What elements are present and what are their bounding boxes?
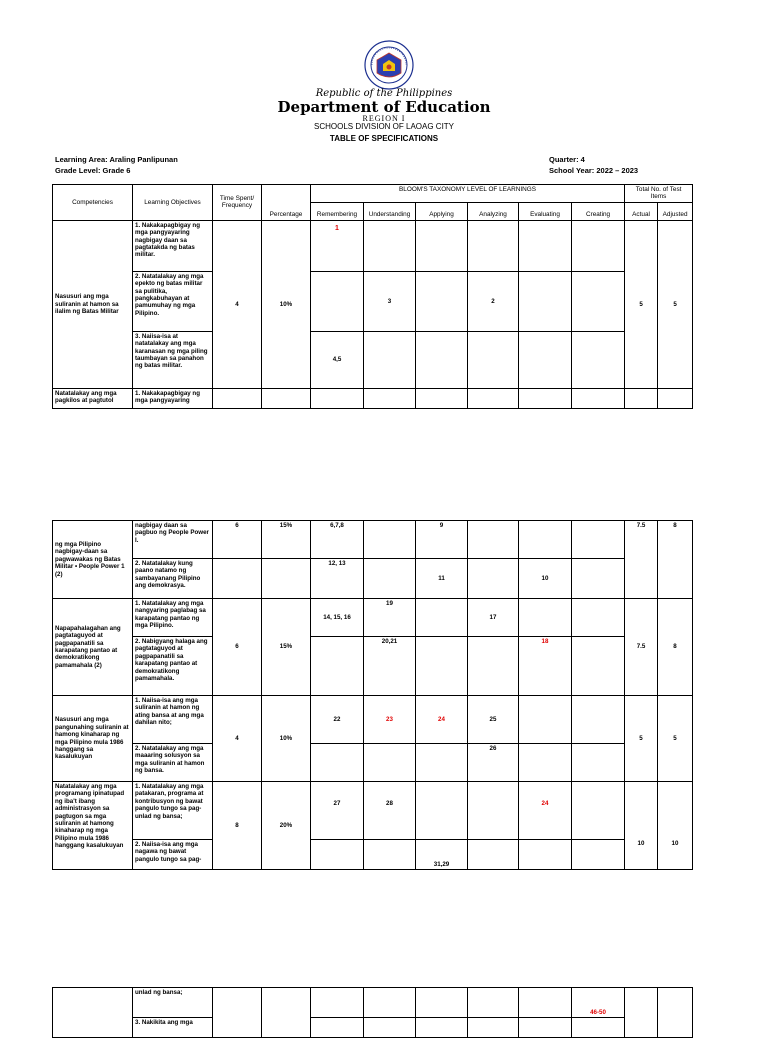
objective-cell: unlad ng bansa; xyxy=(133,988,213,1018)
applying-cell: 11 xyxy=(416,559,468,599)
actual-cell: 5 xyxy=(625,220,658,388)
col-adjusted: Adjusted xyxy=(658,202,693,220)
adjusted-cell: 8 xyxy=(658,599,693,696)
col-actual: Actual xyxy=(625,202,658,220)
col-percentage: Percentage xyxy=(262,185,311,221)
document-title: TABLE OF SPECIFICATIONS xyxy=(329,134,439,143)
adjusted-cell: 8 xyxy=(658,521,693,599)
understanding-cell: 23 xyxy=(364,696,416,744)
analyzing-cell: 26 xyxy=(468,744,519,782)
col-blooms: BLOOM'S TAXONOMY LEVEL OF LEARNINGS xyxy=(311,185,625,203)
objective-cell: 1. Natatalakay ang mga patakaran, programa at kontribusyon ng bawat pangulo tungo sa pag-unlad ng bansa; xyxy=(133,782,213,840)
col-understanding: Understanding xyxy=(364,202,416,220)
grade-level: Grade Level: Grade 6 xyxy=(55,166,131,175)
quarter: Quarter: 4 xyxy=(549,155,585,164)
objective-cell: 3. Naiisa-isa at natatalakay ang mga karanasan ng mga piling taumbayan sa panahon ng batas militar. xyxy=(133,331,213,388)
objective-cell: 2. Natatalakay ang mga maaaring solusyon sa mga suliranin at hamon ng bansa. xyxy=(133,744,213,782)
table-row xyxy=(53,388,693,408)
understanding-cell: 19 xyxy=(364,599,416,637)
applying-cell: 9 xyxy=(416,521,468,559)
percentage-cell: 15% xyxy=(262,599,311,696)
deped-seal-logo xyxy=(364,40,414,90)
time-cell: 6 xyxy=(213,521,262,559)
col-analyzing: Analyzing xyxy=(468,202,519,220)
applying-cell: 24 xyxy=(416,696,468,744)
remembering-cell: 27 xyxy=(311,782,364,840)
table-row xyxy=(53,599,693,637)
region-heading: REGION I xyxy=(362,114,406,123)
table-row xyxy=(53,840,693,870)
table-row xyxy=(53,271,693,331)
objective-cell: 2. Natatalakay ang mga epekto ng batas militar sa pulitika, pangkabuhayan at pamumuhay ng mga Pilipino. xyxy=(133,271,213,331)
remembering-cell: 12, 13 xyxy=(311,559,364,599)
percentage-cell: 15% xyxy=(262,521,311,559)
table-row xyxy=(53,637,693,696)
objective-cell: nagbigay daan sa pagbuo ng People Power I. xyxy=(133,521,213,559)
objective-cell: 2. Naiisa-isa ang mga nagawa ng bawat pangulo tungo sa pag- xyxy=(133,840,213,870)
analyzing-cell: 2 xyxy=(468,271,519,331)
objective-cell: 1. Natatalakay ang mga nangyaring paglabag sa karapatang pantao ng mga Pilipino. xyxy=(133,599,213,637)
col-competencies: Competencies xyxy=(53,185,133,221)
table-row xyxy=(53,331,693,388)
remembering-cell: 22 xyxy=(311,696,364,744)
time-cell: 6 xyxy=(213,599,262,696)
remembering-cell: 6,7,8 xyxy=(311,521,364,559)
objective-cell: 2. Nabigyang halaga ang pagtataguyod at pagpapanatili sa karapatang pantao at demokratikong pamamahala. xyxy=(133,637,213,696)
competency-cell: Nasusuri ang mga pangunahing suliranin at hamong kinaharap ng mga Pilipino mula 1986 hanggang sa kasalukuyan xyxy=(53,696,133,782)
col-remembering: Remembering xyxy=(311,202,364,220)
division-heading: SCHOOLS DIVISION OF LAOAG CITY xyxy=(313,122,455,131)
time-cell: 4 xyxy=(213,696,262,782)
evaluating-cell: 18 xyxy=(519,637,572,696)
understanding-cell: 28 xyxy=(364,782,416,840)
competency-cell: Natatalakay ang mga programang ipinatupad ng iba't ibang administrasyon sa pagtugon sa mga suliranin at hamong kinaharap ng mga Pilipino mula 1986 hanggang kasalukuyan xyxy=(53,782,133,870)
actual-cell: 7.5 xyxy=(625,599,658,696)
school-year: School Year: 2022 – 2023 xyxy=(549,166,639,175)
table-row xyxy=(53,220,693,271)
applying-cell: 31,29 xyxy=(416,840,468,870)
specification-table-page-2 xyxy=(52,520,693,870)
objective-cell: 3. Nakikita ang mga xyxy=(133,1018,213,1038)
table-row xyxy=(53,744,693,782)
objective-cell: 1. Nakakapagbigay ng mga pangyayaring xyxy=(133,388,213,408)
remembering-cell: 1 xyxy=(311,220,364,271)
table-row xyxy=(53,559,693,599)
understanding-cell: 3 xyxy=(364,271,416,331)
objective-cell: 2. Natatalakay kung paano natamo ng sambayanang Pilipino ang demokrasya. xyxy=(133,559,213,599)
evaluating-cell: 10 xyxy=(519,559,572,599)
objective-cell: 1. Naiisa-isa ang mga suliranin at hamon ng ating bansa at ang mga dahilan nito; xyxy=(133,696,213,744)
competency-cell: Nasusuri ang mga suliranin at hamon sa ilalim ng Batas Militar xyxy=(53,220,133,388)
time-cell: 4 xyxy=(213,220,262,388)
learning-area: Learning Area: Araling Panlipunan xyxy=(55,155,178,164)
actual-cell: 10 xyxy=(625,782,658,870)
table-row xyxy=(53,988,693,1018)
analyzing-cell: 25 xyxy=(468,696,519,744)
col-applying: Applying xyxy=(416,202,468,220)
col-objectives: Learning Objectives xyxy=(133,185,213,221)
percentage-cell: 10% xyxy=(262,696,311,782)
table-row xyxy=(53,696,693,744)
percentage-cell: 20% xyxy=(262,782,311,870)
adjusted-cell: 10 xyxy=(658,782,693,870)
analyzing-cell: 17 xyxy=(468,599,519,637)
time-cell: 8 xyxy=(213,782,262,870)
objective-cell: 1. Nakakapagbigay ng mga pangyayaring nagbigay daan sa pagtatakda ng batas militar. xyxy=(133,220,213,271)
evaluating-cell: 24 xyxy=(519,782,572,840)
specification-table-page-3 xyxy=(52,987,693,1038)
adjusted-cell: 5 xyxy=(658,220,693,388)
adjusted-cell: 5 xyxy=(658,696,693,782)
percentage-cell: 10% xyxy=(262,220,311,388)
competency-cell: ng mga Pilipino nagbigay-daan sa pagwawakas ng Batas Militar • People Power 1 (2) xyxy=(53,521,133,599)
col-time: Time Spent/ Frequency xyxy=(213,185,262,221)
department-heading: Department of Education xyxy=(277,98,491,116)
table-row xyxy=(53,782,693,840)
specification-table-page-1 xyxy=(52,184,693,409)
republic-heading: Republic of the Philippines xyxy=(315,88,453,99)
creating-cell: 46-50 xyxy=(572,988,625,1018)
col-evaluating: Evaluating xyxy=(519,202,572,220)
competency-cell: Natatalakay ang mga pagkilos at pagtutol xyxy=(53,388,133,408)
actual-cell: 5 xyxy=(625,696,658,782)
table-row xyxy=(53,1018,693,1038)
col-total-items: Total No. of Test Items xyxy=(625,185,693,203)
understanding-cell: 20,21 xyxy=(364,637,416,696)
actual-cell: 7.5 xyxy=(625,521,658,599)
col-creating: Creating xyxy=(572,202,625,220)
table-row xyxy=(53,521,693,559)
remembering-cell: 14, 15, 16 xyxy=(311,599,364,637)
competency-cell: Napapahalagahan ang pagtataguyod at pagpapanatili sa karapatang pantao at demokratikong pamamahala (2) xyxy=(53,599,133,696)
remembering-cell: 4,5 xyxy=(311,331,364,388)
